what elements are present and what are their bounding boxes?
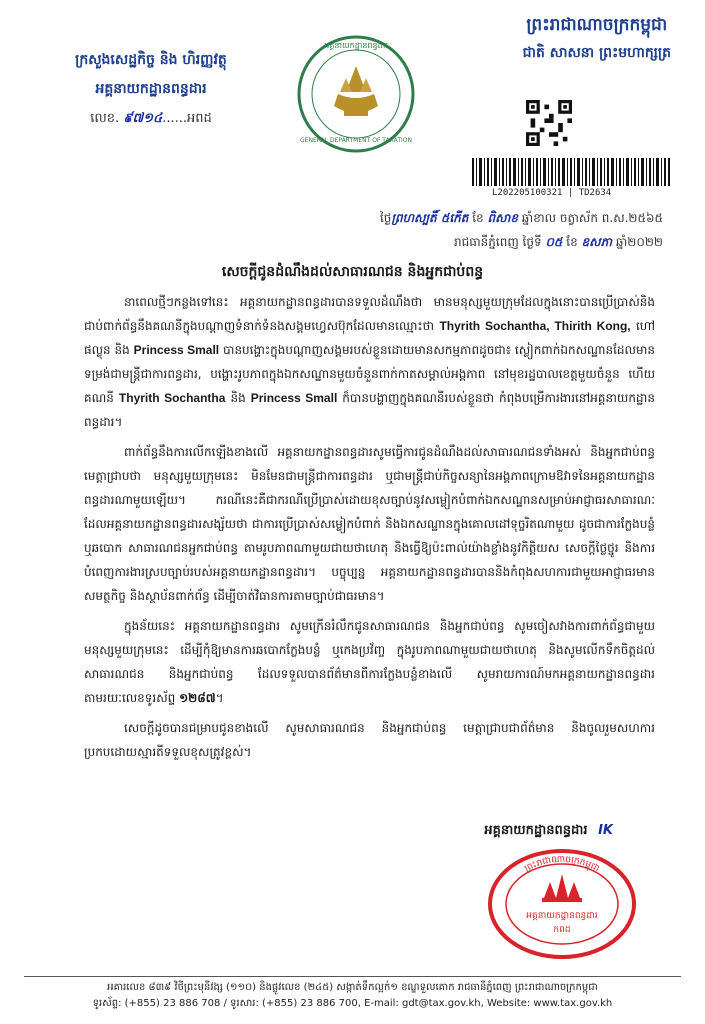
- gdt-logo-seal: [296, 34, 416, 154]
- notice-body: [84, 290, 655, 770]
- lunar-date: [380, 206, 663, 230]
- lunar-prefix: ថ្ងៃ: [379, 211, 392, 225]
- stamp-bottom-text: កពដ: [553, 925, 571, 935]
- ministry-block: [26, 50, 276, 129]
- national-motto: ជាតិ សាសនា ព្រះមហាក្សត្រ: [522, 45, 671, 61]
- p1-account-names: Thyrith Sochantha, Thirith Kong,: [439, 319, 631, 333]
- qr-code-icon: [526, 100, 572, 146]
- footer-contact: ទូរស័ព្ទ: (+855) 23 886 708 / ទូរសារ: (+855) 23 886 700, E-mail: gdt@tax.gov.kh, Website: www.tax.gov.kh: [92, 998, 613, 1009]
- signature-block: [484, 822, 613, 841]
- ref-suffix: អពដ: [186, 111, 212, 126]
- lunar-day-handwritten: ព្រហស្បតិ៍ ៥កើត: [391, 211, 469, 225]
- p3-text: ក្នុងន័យនេះ អគ្គនាយកដ្ឋានពន្ធដារ សូមក្រើនរំលឹកជូនសាធារណជន និងអ្នកជាប់ពន្ធ សូមចៀសវាងការពាក់ព័ន្ធជាមួយមនុស្សមួយក្រុមនេះ ដើម្បីកុំឱ្យមានការឆបោកក្លែងបន្លំ ឬកេងប្រវ័ញ្ច ក្នុងរូបភាពណាមួយជាយថាហេតុ និងសូមលើកទឹកចិត្តដល់សាធារណជន និងអ្នកជាប់ពន្ធ ដែលទទួលបានព័ត៌មានពីការក្លែងបន្លំខាងលើ សូមរាយការណ៍មកអគ្គនាយកដ្ឋានពន្ធដារ តាមរយៈលេខទូរស័ព្ទ: [84, 619, 655, 705]
- date-block: [380, 206, 663, 254]
- solar-prefix: រាជធានីភ្នំពេញ ថ្ងៃទី: [454, 235, 542, 249]
- logo-text-bottom: GENERAL DEPARTMENT OF TAXATION: [300, 137, 412, 144]
- lunar-month: ពិសាខ: [487, 211, 518, 225]
- signature-initials: IK: [598, 823, 613, 838]
- stamp-outer-text: ព្រះរាជាណាចក្រកម្ពុជា: [523, 854, 601, 875]
- p1-text-e: ក៏បានបង្ហាញក្នុងគណនីរបស់ខ្លួនថា កំពុងបម្រើការងារនៅអគ្គនាយកដ្ឋានពន្ធដារ។: [84, 391, 655, 429]
- paragraph-1: [84, 290, 655, 434]
- p1-text-c: បានបង្ហោះក្នុងបណ្តាញសង្គមរបស់ខ្លួនដោយមានសកម្មភាពដូចជា៖ ស្លៀកពាក់ឯកសណ្ឋានដែលមានទម្រង់ជាមន្ត្រីជាការពន្ធដារ, បង្ហោះរូបភាពក្នុងឯកសណ្ឋានមួយចំនួនពាក់កាតសម្គាល់អង្គភាព នៅមុខរដ្ឋបាលខេត្តមួយចំនួន ហើយគណនី: [84, 343, 655, 405]
- p1-account-princess-2: Princess Small: [250, 391, 338, 405]
- lunar-year: ឆ្នាំខាល ចត្វាស័ក ព.ស.២៥៦៥: [521, 211, 663, 225]
- kingdom-title: ព្រះរាជាណាចក្រកម្ពុជា: [526, 15, 668, 35]
- hotline-number: ១២៨៧: [179, 691, 216, 705]
- department-name: អគ្គនាយកដ្ឋានពន្ធដារ: [95, 81, 207, 97]
- barcode-text: L202205100321 | TD2634: [492, 188, 612, 198]
- reference-number: លេខ. ៩៧១៤......អពដ: [90, 111, 212, 126]
- solar-date: [380, 230, 663, 254]
- p1-text-a: នាពេលថ្មីៗកន្លងទៅនេះ អគ្គនាយកដ្ឋានពន្ធដារបានទទួលដំណឹងថា មានមនុស្សមួយក្រុមដែលក្នុងនោះបានប្រើប្រាស់និងជាប់ពាក់ព័ន្ធនឹងគណនីក្នុងបណ្តាញទំនាក់ទំនងសង្គមហ្វេសប៊ុកដែលមានឈ្មោះថា: [84, 295, 655, 333]
- solar-day: ០៥: [545, 235, 563, 249]
- ref-prefix: លេខ: [90, 111, 115, 126]
- kingdom-header: [523, 14, 671, 64]
- footer: [24, 980, 681, 1012]
- footer-divider: [24, 976, 681, 977]
- paragraph-4: សេចក្តីដូចបានជម្រាបជូនខាងលើ សូមសាធារណជន និងអ្នកជាប់ពន្ធ មេត្តាជ្រាបជាព័ត៌មាន និងចូលរួមសហការប្រកបដោយស្មារតីទទួលខុសត្រូវខ្ពស់។: [84, 721, 655, 759]
- p1-account-thyrith: Thyrith Sochantha: [118, 391, 226, 405]
- p1-text-b: ហៅ ផល្លុន និង: [84, 319, 655, 357]
- footer-address: អគារលេខ ៨៣៩ វិថីព្រះមុនីវង្ស (១១០) និងផ្លូវលេខ (២៤៥) សង្កាត់ទឹកល្អក់១ ខណ្ឌទួលគោក រាជធានីភ្នំពេញ ព្រះរាជាណាចក្រកម្ពុជា: [107, 982, 598, 993]
- svg-text:ព្រះរាជាណាចក្រកម្ពុជា: [523, 855, 601, 874]
- ref-number: ៩៧១៤: [123, 111, 163, 126]
- paragraph-2: ពាក់ព័ន្ធនឹងការលើកឡើងខាងលើ អគ្គនាយកដ្ឋានពន្ធដារសូមធ្វើការជូនដំណឹងដល់សាធារណជនទាំងអស់ និងអ្នកជាប់ពន្ធ មេត្តាជ្រាបថា មនុស្សមួយក្រុមនេះ មិនមែនជាមន្ត្រីជាការពន្ធដារ ឬជាមន្ត្រីជាប់កិច្ចសន្យានៃអង្គភាពក្រោមឱវាទនៃអគ្គនាយកដ្ឋានពន្ធដារណាមួយឡើយ។ ករណីនេះគឺជាករណីប្រើប្រាស់ដោយខុសច្បាប់នូវសម្លៀកបំពាក់ឯកសណ្ឋានសម្រាប់អាជ្ញាធរសាធារណៈ ដែលអគ្គនាយកដ្ឋានពន្ធដារសង្ស័យថា ជាការប្រើប្រាស់សម្លៀកបំពាក់ និងឯកសណ្ឋានក្នុងគោលដៅទុច្ចរិតណាមួយ ដូចជាការក្លែងបន្លំ ឬឆបោក សាធារណជនអ្នកជាប់ពន្ធ តាមរូបភាពណាមួយជាយថាហេតុ និងធ្វើឱ្យប៉ះពាល់យ៉ាងខ្លាំងនូវកិត្តិយស សេចក្តីថ្លៃថ្នូរ និងការបំពេញការងារស្របច្បាប់របស់អគ្គនាយកដ្ឋានពន្ធដារ។ បច្ចុប្បន្ន អគ្គនាយកដ្ឋានពន្ធដារបាននិងកំពុងសហការជាមួយអាជ្ញាធរមានសមត្ថកិច្ច និងស្ថាប័នពាក់ព័ន្ធ ដើម្បីចាត់វិធានការតាមច្បាប់ជាធរមាន។: [84, 445, 655, 603]
- signer-title: អគ្គនាយកដ្ឋានពន្ធដារ: [484, 823, 588, 838]
- paragraph-3: [84, 614, 655, 710]
- p1-account-princess: Princess Small: [133, 343, 220, 357]
- lunar-month-label: ខែ: [472, 211, 484, 225]
- p3-end: ។: [215, 691, 224, 705]
- solar-month-label: ខែ: [566, 235, 578, 249]
- barcode-icon: [472, 158, 670, 186]
- solar-month: ឧសភា: [581, 235, 612, 249]
- official-stamp: [486, 846, 638, 960]
- logo-text-top: អគ្គនាយកដ្ឋានពន្ធដារ: [324, 41, 388, 50]
- stamp-inner-text: អគ្គនាយកដ្ឋានពន្ធដារ: [526, 911, 598, 921]
- ministry-name: ក្រសួងសេដ្ឋកិច្ច និង ហិរញ្ញវត្ថុ: [75, 52, 227, 68]
- p1-text-d: និង: [230, 391, 246, 405]
- notice-subject: សេចក្តីជូនដំណឹងដល់សាធារណជន និងអ្នកជាប់ពន្ធ: [221, 264, 484, 280]
- solar-year: ឆ្នាំ២០២២: [615, 235, 663, 249]
